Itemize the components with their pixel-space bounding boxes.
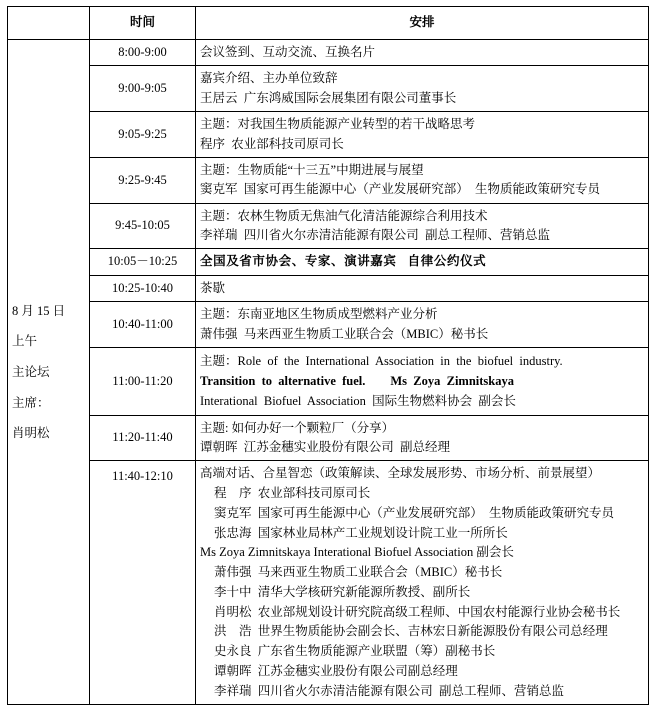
date-lines <box>12 296 85 449</box>
item-line: 主题：东南亚地区生物质成型燃料产业分析 <box>200 307 438 322</box>
item-line: 主题：农林生物质无焦油气化清洁能源综合利用技术 <box>200 208 488 223</box>
item-line: 主题: 如何办好一个颗粒厂（分享） <box>200 420 395 435</box>
item-line: 王居云 广东鸿威国际会展集团有限公司董事长 <box>200 90 457 105</box>
item-line: 主题：Role of the International Association in the biofuel industry. <box>200 353 563 368</box>
item-cell <box>196 112 649 158</box>
table-row <box>8 249 649 275</box>
item-line: 窦克军 国家可再生能源中心（产业发展研究部） 生物质能政策研究专员 <box>214 505 615 520</box>
item-line: 高端对话、合星智恋（政策解读、全球发展形势、市场分析、前景展望） <box>200 466 601 481</box>
item-line: 主题：生物质能“十三五”中期进展与展望 <box>200 162 424 177</box>
item-line: 肖明松 农业部规划设计研究院高级工程师、中国农村能源行业协会秘书长 <box>214 604 621 619</box>
item-line: 茶歇 <box>200 280 226 295</box>
date-line: 8 月 15 日 <box>12 303 66 318</box>
table-row <box>8 415 649 461</box>
item-line: 谭朝晖 江苏金穗实业股份有限公司副总经理 <box>214 663 458 678</box>
item-line: 窦克军 国家可再生能源中心（产业发展研究部） 生物质能政策研究专员 <box>200 182 601 197</box>
item-line: 程 序 农业部科技司原司长 <box>214 486 371 501</box>
item-line: 嘉宾介绍、主办单位致辞 <box>200 71 338 86</box>
table-row <box>8 347 649 415</box>
item-line: 李十中 清华大学核研究新能源所教授、副所长 <box>214 584 471 599</box>
item-line: 史永良 广东省生物质能源产业联盟（筹）副秘书长 <box>214 644 496 659</box>
time-cell: 9:05-9:25 <box>90 112 196 158</box>
time-cell: 10:40-11:00 <box>90 302 196 348</box>
item-line: 会议签到、互动交流、互换名片 <box>200 45 376 59</box>
date-line: 肖明松 <box>12 426 50 441</box>
item-line: 全国及省市协会、专家、演讲嘉宾 自律公约仪式 <box>200 254 487 269</box>
table-row <box>8 157 649 203</box>
item-line: 萧伟强 马来西亚生物质工业联合会（MBIC）秘书长 <box>200 326 489 341</box>
table-header <box>8 7 649 40</box>
table-row <box>8 112 649 158</box>
item-cell <box>196 203 649 249</box>
date-line: 主席： <box>12 395 50 410</box>
item-cell <box>196 157 649 203</box>
item-cell-signing <box>196 249 649 275</box>
item-line: 李祥瑞 四川省火尔赤清洁能源有限公司 副总工程师、营销总监 <box>200 228 551 242</box>
item-cell <box>196 302 649 348</box>
item-line: 洪 浩 世界生物质能协会副会长、吉林宏日新能源股份有限公司总经理 <box>214 624 608 639</box>
time-cell: 11:00-11:20 <box>90 347 196 415</box>
date-line: 主论坛 <box>12 364 50 379</box>
item-line: 萧伟强 马来西亚生物质工业联合会（MBIC）秘书长 <box>214 565 503 580</box>
time-cell: 10:05－10:25 <box>90 249 196 275</box>
schedule-table <box>7 6 649 705</box>
header-row <box>8 7 649 40</box>
table-row <box>8 66 649 112</box>
time-cell: 10:25-10:40 <box>90 275 196 301</box>
time-cell: 11:20-11:40 <box>90 415 196 461</box>
table-row <box>8 275 649 301</box>
time-cell: 8:00-9:00 <box>90 40 196 66</box>
item-cell <box>196 66 649 112</box>
item-line: 李祥瑞 四川省火尔赤清洁能源有限公司 副总工程师、营销总监 <box>214 683 565 698</box>
table-row <box>8 40 649 66</box>
time-cell: 9:00-9:05 <box>90 66 196 112</box>
table-body <box>8 40 649 705</box>
table-row <box>8 302 649 348</box>
header-date <box>8 7 90 40</box>
header-time: 时间 <box>90 7 196 40</box>
time-cell: 9:25-9:45 <box>90 157 196 203</box>
time-cell: 11:40-12:10 <box>90 461 196 705</box>
item-line: 张忠海 国家林业局林产工业规划设计院工业一所所长 <box>214 525 508 540</box>
date-cell <box>8 40 90 705</box>
table-row <box>8 461 649 705</box>
item-line: Ms Zoya Zimnitskaya Interational Biofuel Association 副会长 <box>200 545 514 560</box>
item-line: 程序 农业部科技司原司长 <box>200 136 344 151</box>
date-line: 上午 <box>12 334 38 349</box>
schedule-page <box>0 6 655 698</box>
item-line: 主题：对我国生物质能源产业转型的若干战略思考 <box>200 117 476 132</box>
item-line: 谭朝晖 江苏金穗实业股份有限公司 副总经理 <box>200 440 451 454</box>
item-cell <box>196 415 649 461</box>
time-cell: 9:45-10:05 <box>90 203 196 249</box>
item-cell <box>196 275 649 301</box>
item-cell-panel <box>196 461 649 705</box>
table-row <box>8 203 649 249</box>
item-line: Interational Biofuel Association 国际生物燃料协会 副会长 <box>200 394 516 409</box>
item-line: Transition to alternative fuel. Ms Zoya Zimnitskaya <box>200 374 515 389</box>
header-item: 安排 <box>196 7 649 40</box>
item-cell <box>196 347 649 415</box>
item-cell <box>196 40 649 66</box>
